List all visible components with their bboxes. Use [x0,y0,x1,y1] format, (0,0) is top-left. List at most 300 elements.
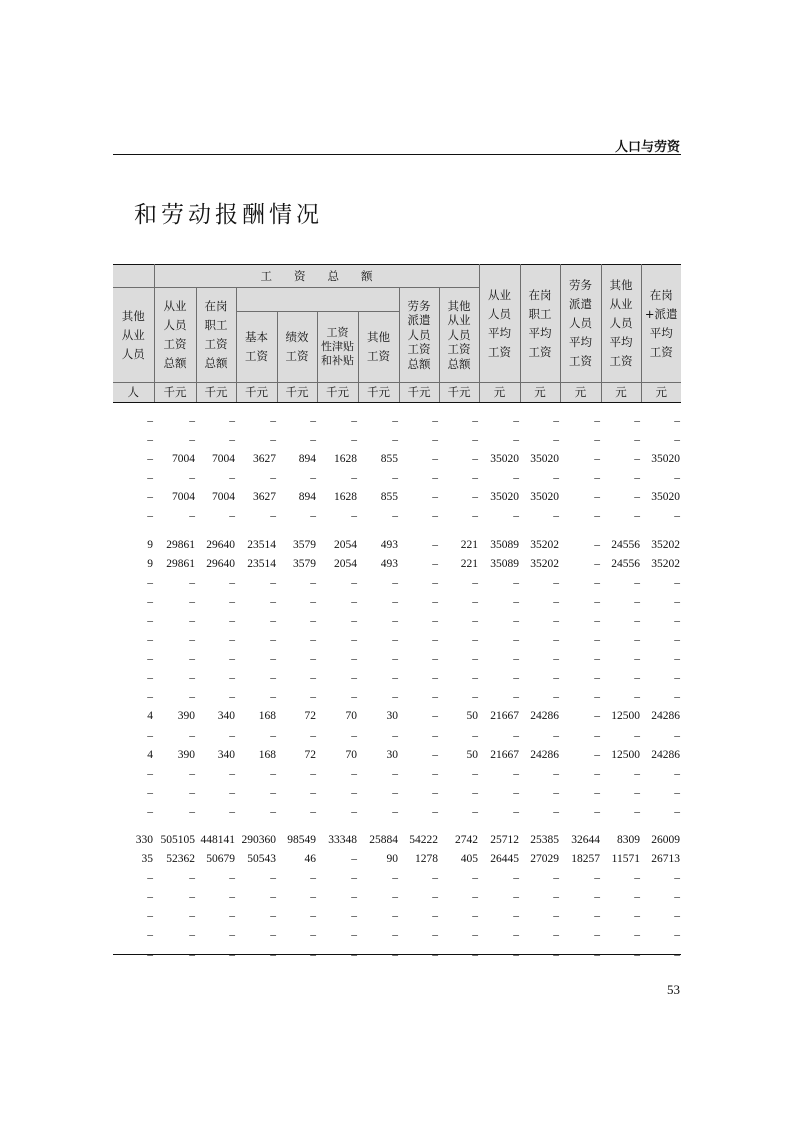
table-cell: 50543 [247,853,276,866]
table-cell: – [472,576,478,589]
table-cell: – [351,891,357,904]
table-cell: – [594,729,600,742]
table-cell: – [229,786,235,799]
table-cell: 35020 [651,491,680,504]
table-cell: 1628 [334,453,357,466]
table-cell: – [147,653,153,666]
header-other-emp-wage-total: 其他 从业 人员 工资 总额 [439,288,479,383]
table-cell: 72 [304,748,316,761]
unit-cell: 千元 [399,383,439,403]
table-cell: – [594,415,600,427]
table-bottom-rule [113,954,681,955]
table-cell: – [310,672,316,685]
table-cell: – [432,710,438,723]
table-cell: – [189,729,195,742]
table-cell: – [147,453,153,466]
table-cell: – [432,415,438,427]
table-cell: – [594,910,600,923]
table-cell: – [351,786,357,799]
header-staff-avg: 在岗 职工 平均 工资 [520,265,560,383]
table-cell: – [432,786,438,799]
table-cell: – [594,691,600,704]
table-cell: – [351,653,357,666]
table-cell: – [270,472,276,485]
table-cell: – [513,634,519,647]
table-row [113,593,681,612]
table-cell: 72 [304,710,316,723]
table-cell: – [553,614,559,627]
table-cell: – [513,910,519,923]
table-cell: – [229,576,235,589]
table-cell: 7004 [212,453,235,466]
table-cell: – [553,595,559,608]
table-cell: – [553,510,559,523]
table-cell: 1278 [415,853,438,866]
unit-cell: 元 [479,383,520,403]
table-cell: – [634,634,640,647]
table-cell: – [432,748,438,761]
table-cell: – [594,634,600,647]
table-cell: – [472,415,478,427]
table-cell: – [229,729,235,742]
table-cell: – [147,729,153,742]
table-cell: – [634,767,640,780]
table-cell: – [472,672,478,685]
table-cell: – [472,691,478,704]
header-dispatched-wage-total: 劳务 派遣 人员 工资 总额 [399,288,439,383]
spacer-cell [113,822,681,831]
table-cell: – [270,805,276,818]
table-cell: – [147,595,153,608]
table-cell: 35020 [490,453,519,466]
table-cell: – [229,929,235,942]
table-cell: – [189,872,195,885]
wage-table [113,264,681,965]
table-cell: – [674,434,680,447]
table-row [113,803,681,822]
table-cell: – [674,672,680,685]
table-cell: – [513,767,519,780]
unit-cell: 元 [520,383,560,403]
table-cell: – [553,872,559,885]
table-cell: 35202 [651,557,680,570]
table-row [113,536,681,555]
table-cell: 894 [298,453,316,466]
table-cell: – [634,614,640,627]
table-cell: 50 [466,748,478,761]
unit-cell: 千元 [277,383,317,403]
table-cell: – [553,653,559,666]
header-other-wage: 其他 工资 [358,312,399,383]
table-cell: – [594,614,600,627]
table-cell: – [513,614,519,627]
table-cell: – [674,767,680,780]
table-cell: – [392,805,398,818]
table-cell: – [392,634,398,647]
table-cell: – [472,434,478,447]
table-row [113,765,681,784]
table-cell: – [189,672,195,685]
table-row [113,707,681,726]
units-row [113,383,681,403]
spacer-row [113,403,681,413]
table-cell: – [270,434,276,447]
table-cell: – [270,595,276,608]
table-cell: – [270,576,276,589]
table-cell: 3579 [293,538,316,551]
table-cell: – [147,767,153,780]
table-cell: – [392,653,398,666]
table-cell: – [189,472,195,485]
table-cell: 32644 [571,833,600,846]
table-cell: – [432,472,438,485]
table-cell: 340 [217,748,235,761]
table-row [113,831,681,850]
table-cell: 1628 [334,491,357,504]
unit-cell: 千元 [196,383,236,403]
unit-cell: 元 [641,383,681,403]
table-row [113,431,681,450]
table-cell: – [594,576,600,589]
table-cell: 35202 [651,538,680,551]
table-cell: – [351,805,357,818]
table-cell: – [310,729,316,742]
table-cell: – [472,510,478,523]
table-cell: – [553,672,559,685]
table-cell: – [229,415,235,427]
table-cell: – [472,453,478,466]
table-cell: – [674,910,680,923]
table-cell: 50 [466,710,478,723]
table-cell: – [513,576,519,589]
table-cell: – [553,805,559,818]
table-cell: – [189,434,195,447]
table-cell: – [392,948,398,961]
table-cell: – [270,729,276,742]
table-cell: – [310,929,316,942]
table-cell: 11571 [611,853,640,866]
table-row [113,784,681,803]
table-cell: 24286 [530,748,559,761]
table-cell: – [310,891,316,904]
table-cell: 290360 [241,833,276,846]
table-cell: – [634,434,640,447]
table-cell: – [229,672,235,685]
table-row [113,888,681,907]
table-cell: – [392,891,398,904]
table-cell: – [674,929,680,942]
table-row [113,869,681,888]
table-cell: – [674,786,680,799]
table-cell: – [634,929,640,942]
table-cell: – [351,614,357,627]
table-cell: – [351,691,357,704]
table-cell: – [189,415,195,427]
table-cell: – [392,729,398,742]
table-cell: – [392,910,398,923]
table-cell: – [472,948,478,961]
table-cell: – [351,729,357,742]
table-cell: – [270,929,276,942]
table-cell: – [432,929,438,942]
table-cell: – [189,691,195,704]
table-cell: 2742 [455,833,478,846]
table-cell: 7004 [172,491,195,504]
table-cell: – [594,948,600,961]
table-cell: – [674,510,680,523]
table-cell: – [432,872,438,885]
table-cell: – [432,614,438,627]
table-cell: – [392,672,398,685]
table-cell: – [634,805,640,818]
table-body [113,403,681,965]
table-cell: – [270,614,276,627]
table-cell: 9 [147,538,153,551]
table-cell: 2054 [334,538,357,551]
table-cell: – [229,472,235,485]
table-cell: – [634,910,640,923]
table-cell: – [229,653,235,666]
table-cell: – [594,767,600,780]
table-cell: 25712 [490,833,519,846]
table-cell: – [229,434,235,447]
table-cell: – [513,872,519,885]
table-cell: – [310,786,316,799]
table-cell: – [392,614,398,627]
table-cell: 35089 [490,538,519,551]
table-cell: – [594,710,600,723]
table-cell: – [594,805,600,818]
table-cell: – [229,891,235,904]
table-cell: – [147,472,153,485]
table-row [113,907,681,926]
table-cell: – [432,948,438,961]
table-row [113,412,681,431]
table-cell: – [147,691,153,704]
table-cell: – [270,948,276,961]
page-title: 和劳动报酬情况 [134,202,323,228]
table-cell: – [229,910,235,923]
table-cell: – [189,634,195,647]
table-cell: – [270,891,276,904]
table-cell: – [634,872,640,885]
table-cell: – [553,434,559,447]
table-cell: 221 [460,557,478,570]
table-cell: – [189,653,195,666]
table-cell: – [472,491,478,504]
table-cell: – [634,672,640,685]
table-cell: – [392,872,398,885]
table-cell: – [229,510,235,523]
table-cell: – [229,805,235,818]
table-cell: – [674,729,680,742]
table-cell: – [147,948,153,961]
table-cell: – [432,767,438,780]
table-cell: – [310,472,316,485]
table-cell: – [147,510,153,523]
table-cell: – [634,691,640,704]
table-cell: – [189,576,195,589]
table-cell: – [594,786,600,799]
table-cell: – [189,595,195,608]
table-cell: 25385 [530,833,559,846]
table-cell: – [472,805,478,818]
table-cell: 2054 [334,557,357,570]
table-cell: – [594,557,600,570]
table-cell: 30 [386,710,398,723]
table-cell: – [553,910,559,923]
table-row [113,650,681,669]
table-cell: – [513,929,519,942]
table-cell: – [472,614,478,627]
table-cell: – [634,453,640,466]
header-staff-wage-total: 在岗 职工 工资 总额 [196,288,236,383]
table-cell: 29861 [166,538,195,551]
unit-cell: 千元 [236,383,277,403]
unit-cell: 元 [560,383,601,403]
table-cell: – [674,872,680,885]
header-employee-wage-total: 从业 人员 工资 总额 [154,288,196,383]
table-cell: – [674,653,680,666]
table-row [113,469,681,488]
table-cell: – [553,691,559,704]
table-cell: – [351,872,357,885]
table-row [113,926,681,945]
table-cell: 21667 [490,748,519,761]
table-cell: – [189,614,195,627]
header-breakdown-blank [236,288,399,312]
table-cell: – [674,691,680,704]
unit-cell: 千元 [317,383,358,403]
table-cell: – [634,891,640,904]
table-cell: 7004 [212,491,235,504]
table-cell: – [270,910,276,923]
table-cell: 35089 [490,557,519,570]
table-cell: – [432,576,438,589]
table-cell: – [310,805,316,818]
table-cell: – [147,614,153,627]
table-cell: – [674,472,680,485]
table-cell: – [432,538,438,551]
table-cell: – [553,891,559,904]
table-cell: – [432,910,438,923]
table-cell: – [513,786,519,799]
table-cell: 24556 [611,538,640,551]
table-row [113,631,681,650]
table-cell: 24286 [651,710,680,723]
table-cell: – [594,538,600,551]
table-cell: – [351,853,357,866]
table-cell: – [351,634,357,647]
table-cell: 25884 [369,833,398,846]
page-number: 53 [667,982,680,997]
table-cell: – [472,786,478,799]
table-cell: – [472,595,478,608]
table-cell: – [392,415,398,427]
table-cell: – [513,472,519,485]
table-cell: – [553,929,559,942]
table-cell: – [472,472,478,485]
table-cell: – [310,872,316,885]
table-cell: – [189,767,195,780]
table-cell: – [147,576,153,589]
unit-cell: 人 [113,383,154,403]
table-cell: – [594,434,600,447]
table-cell: – [147,910,153,923]
table-cell: 221 [460,538,478,551]
table-cell: – [351,948,357,961]
table-cell: 493 [380,538,398,551]
table-cell: 448141 [200,833,235,846]
table-cell: – [513,891,519,904]
header-other-avg: 其他 从业 人员 平均 工资 [601,265,641,383]
table-cell: 35202 [530,538,559,551]
table-cell: – [513,672,519,685]
table-cell: – [310,910,316,923]
table-cell: 26445 [490,853,519,866]
table-cell: – [674,948,680,961]
table-cell: – [674,891,680,904]
table-cell: – [147,634,153,647]
table-cell: – [513,653,519,666]
table-cell: 35 [141,853,153,866]
table-row [113,746,681,765]
table-cell: – [351,595,357,608]
table-row [113,946,681,965]
wage-data-table [113,264,681,965]
header-allowance: 工资 性津贴 和补贴 [317,312,358,383]
table-cell: – [147,805,153,818]
table-cell: – [270,634,276,647]
table-cell: 70 [345,710,357,723]
table-cell: – [472,891,478,904]
table-cell: – [513,805,519,818]
table-cell: – [147,872,153,885]
table-cell: – [310,434,316,447]
table-cell: – [472,729,478,742]
table-cell: – [310,691,316,704]
running-header: 人口与劳资 [614,140,680,155]
table-row [113,488,681,507]
table-cell: 50679 [206,853,235,866]
table-cell: – [310,614,316,627]
header-staff-dispatched-avg: 在岗 +派遣 平均 工资 [641,265,681,383]
table-cell: 855 [380,453,398,466]
table-cell: 23514 [247,538,276,551]
table-cell: – [189,805,195,818]
table-cell: 24556 [611,557,640,570]
table-cell: – [472,634,478,647]
table-cell: – [472,767,478,780]
table-cell: 3579 [293,557,316,570]
table-cell: – [432,672,438,685]
table-cell: – [351,510,357,523]
table-cell: 8309 [617,833,640,846]
table-cell: – [270,415,276,427]
table-cell: – [634,595,640,608]
table-cell: – [594,891,600,904]
table-cell: – [674,576,680,589]
table-cell: 26009 [651,833,680,846]
table-cell: 26713 [651,853,680,866]
table-cell: – [147,491,153,504]
header-performance-wage: 绩效 工资 [277,312,317,383]
table-row [113,669,681,688]
table-cell: – [513,948,519,961]
table-cell: 168 [258,710,276,723]
table-cell: – [472,929,478,942]
table-cell: 23514 [247,557,276,570]
